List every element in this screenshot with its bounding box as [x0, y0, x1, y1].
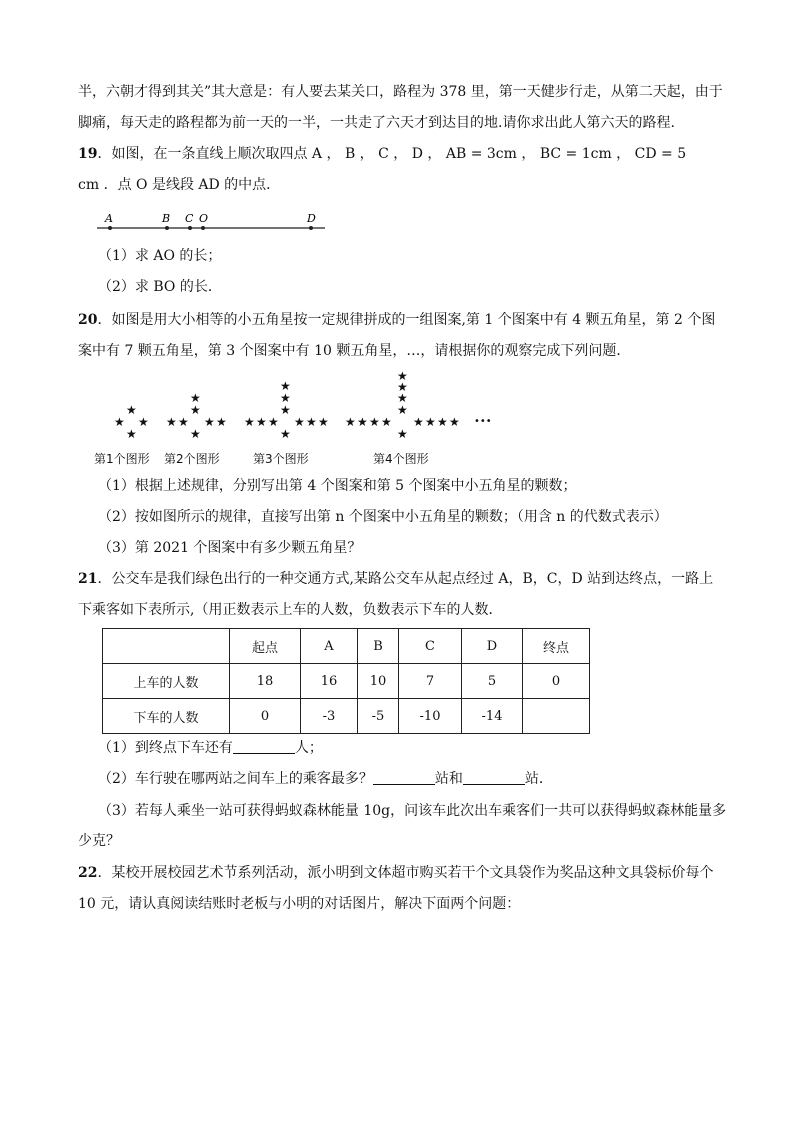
- table-cell: [523, 699, 590, 734]
- star-icon: ★: [280, 379, 291, 393]
- table-header-cell: A: [301, 629, 358, 664]
- question-number: 19: [78, 146, 98, 162]
- table-header-cell: 起点: [230, 629, 301, 664]
- star-icon: ★: [306, 415, 317, 429]
- q20-line-2: 案中有 7 颗五角星，第 3 个图案中有 10 颗五角星，…，请根据你的观察完成下列问题．: [78, 343, 631, 359]
- table-cell: 16: [301, 664, 358, 699]
- point-o-label: O: [199, 212, 209, 225]
- star-icon: ★: [397, 369, 408, 383]
- star-icon: ★: [256, 415, 267, 429]
- table-cell: -3: [301, 699, 358, 734]
- q19-line-2: cm ．点 O 是线段 AD 的中点．: [78, 177, 281, 193]
- star-icon: ★: [369, 415, 380, 429]
- q21-sub-2-mid: 站和: [434, 771, 463, 787]
- table-cell: 0: [230, 699, 301, 734]
- caption-figure-4: 第4个图形: [373, 452, 429, 466]
- table-cell: 7: [399, 664, 462, 699]
- q22-line-2: 10 元，请认真阅读结账时老板与小明的对话图片，解决下面两个问题：: [78, 896, 521, 912]
- q21-line-1: [78, 569, 713, 589]
- table-row-label: 上车的人数: [103, 664, 230, 699]
- star-icon: ★: [190, 427, 201, 441]
- star-icon: ★: [126, 403, 137, 417]
- star-icon: ★: [280, 391, 291, 405]
- point-c-dot: [188, 226, 192, 230]
- point-a-label: A: [105, 212, 113, 225]
- star-icon: ★: [345, 415, 356, 429]
- table-cell: -14: [462, 699, 523, 734]
- q19-sub-1: （1）求 AO 的长；: [98, 248, 222, 264]
- star-icon: ★: [381, 415, 392, 429]
- point-d-dot: [309, 226, 313, 230]
- star-icon: ★: [126, 427, 137, 441]
- table-row: [103, 664, 590, 699]
- point-o-dot: [201, 226, 205, 230]
- star-icon: ★: [449, 415, 460, 429]
- table-header-cell: [103, 629, 230, 664]
- ellipsis-dots: •••: [474, 416, 492, 427]
- q21-sub-2: [98, 769, 553, 789]
- star-icon: ★: [294, 415, 305, 429]
- q19-sub-2: （2）求 BO 的长．: [98, 279, 222, 295]
- star-icon: ★: [397, 427, 408, 441]
- star-icon: ★: [190, 391, 201, 405]
- table-cell: 10: [358, 664, 399, 699]
- star-icon: ★: [178, 415, 189, 429]
- star-icon: ★: [397, 391, 408, 405]
- table-header-cell: D: [462, 629, 523, 664]
- question-number: 20: [78, 312, 98, 328]
- q21-text-1: ．公交车是我们绿色出行的一种交通方式,某路公交车从起点经过 A，B，C，D 站到达终点，一路上: [97, 571, 714, 587]
- q20-sub-3: （3）第 2021 个图案中有多少颗五角星？: [98, 540, 362, 556]
- star-icon: ★: [437, 415, 448, 429]
- star-icon: ★: [190, 403, 201, 417]
- q21-sub-2-text: （2）车行驶在哪两站之间车上的乘客最多？: [98, 771, 373, 787]
- point-b-dot: [165, 226, 169, 230]
- star-icon: ★: [318, 415, 329, 429]
- table-cell: 18: [230, 664, 301, 699]
- q21-line-2: 下乘客如下表所示,（用正数表示上车的人数，负数表示下车的人数．: [78, 602, 503, 618]
- question-number: 21: [78, 571, 98, 587]
- table-cell: -5: [358, 699, 399, 734]
- table-row: [103, 699, 590, 734]
- star-icon: ★: [280, 427, 291, 441]
- star-icon: ★: [204, 415, 215, 429]
- point-a-dot: [108, 226, 112, 230]
- passenger-table: [102, 628, 590, 734]
- star-icon: ★: [397, 403, 408, 417]
- caption-figure-3: 第3个图形: [253, 452, 309, 466]
- intro-line-1: 半，六朝才得到其关”其大意是：有人要去某关口，路程为 378 里，第一天健步行走，从第二天起，由于: [78, 84, 723, 100]
- q21-sub-1-suffix: 人；: [294, 740, 323, 756]
- table-header-cell: 终点: [523, 629, 590, 664]
- question-number: 22: [78, 865, 98, 881]
- point-b-label: B: [162, 212, 171, 225]
- star-icon: ★: [413, 415, 424, 429]
- q22-text-1: ．某校开展校园艺术节系列活动，派小明到文体超市购买若干个文具袋作为奖品这种文具袋标价每个: [97, 865, 714, 881]
- q20-text-1: ．如图是用大小相等的小五角星按一定规律拼成的一组图案,第 1 个图案中有 4 颗五角星，第 2 个图: [97, 312, 716, 328]
- q21-sub-1-text: （1）到终点下车还有: [98, 740, 233, 756]
- q19-line-1: [78, 144, 686, 164]
- table-header-cell: B: [358, 629, 399, 664]
- answer-blank[interactable]: [463, 770, 525, 785]
- q20-sub-2: （2）按如图所示的规律，直接写出第 n 个图案中小五角星的颗数；（用含 n 的代数式表示）: [98, 509, 668, 525]
- answer-blank[interactable]: [233, 739, 295, 754]
- table-cell: 5: [462, 664, 523, 699]
- q21-sub-1: [98, 738, 323, 758]
- point-d-label: D: [307, 212, 316, 225]
- star-icon: ★: [397, 380, 408, 394]
- caption-figure-1: 第1个图形: [94, 452, 150, 466]
- q20-sub-1: （1）根据上述规律，分别写出第 4 个图案和第 5 个图案中小五角星的颗数；: [98, 478, 577, 494]
- star-icon: ★: [244, 415, 255, 429]
- star-icon: ★: [114, 415, 125, 429]
- star-icon: ★: [216, 415, 227, 429]
- star-icon: ★: [138, 415, 149, 429]
- table-row-label: 下车的人数: [103, 699, 230, 734]
- star-icon: ★: [268, 415, 279, 429]
- q21-sub-3-cont: 少克？: [78, 833, 120, 849]
- q21-sub-2-suffix: 站．: [524, 771, 553, 787]
- star-icon: ★: [166, 415, 177, 429]
- point-c-label: C: [185, 212, 194, 225]
- intro-line-2: 脚痛，每天走的路程都为前一天的一半，一共走了六天才到达目的地.请你求出此人第六天的路程.: [78, 115, 675, 131]
- star-icon: ★: [357, 415, 368, 429]
- answer-blank[interactable]: [373, 770, 435, 785]
- q19-text-1: ．如图，在一条直线上顺次取四点 A ， B ， C ， D ， AB = 3cm ， BC = 1cm ， CD = 5: [97, 146, 687, 162]
- star-icon: ★: [280, 403, 291, 417]
- q20-line-1: [78, 310, 715, 330]
- q22-line-1: [78, 863, 713, 883]
- segment-figure: [95, 208, 335, 238]
- star-icon: ★: [425, 415, 436, 429]
- q21-sub-3: （3）若每人乘坐一站可获得蚂蚁森林能量 10g，问该车此次出车乘客们一共可以获得蚂蚁森林能量多: [98, 803, 727, 819]
- caption-figure-2: 第2个图形: [164, 452, 220, 466]
- table-cell: 0: [523, 664, 590, 699]
- table-header-row: [103, 629, 590, 664]
- table-header-cell: C: [399, 629, 462, 664]
- table-cell: -10: [399, 699, 462, 734]
